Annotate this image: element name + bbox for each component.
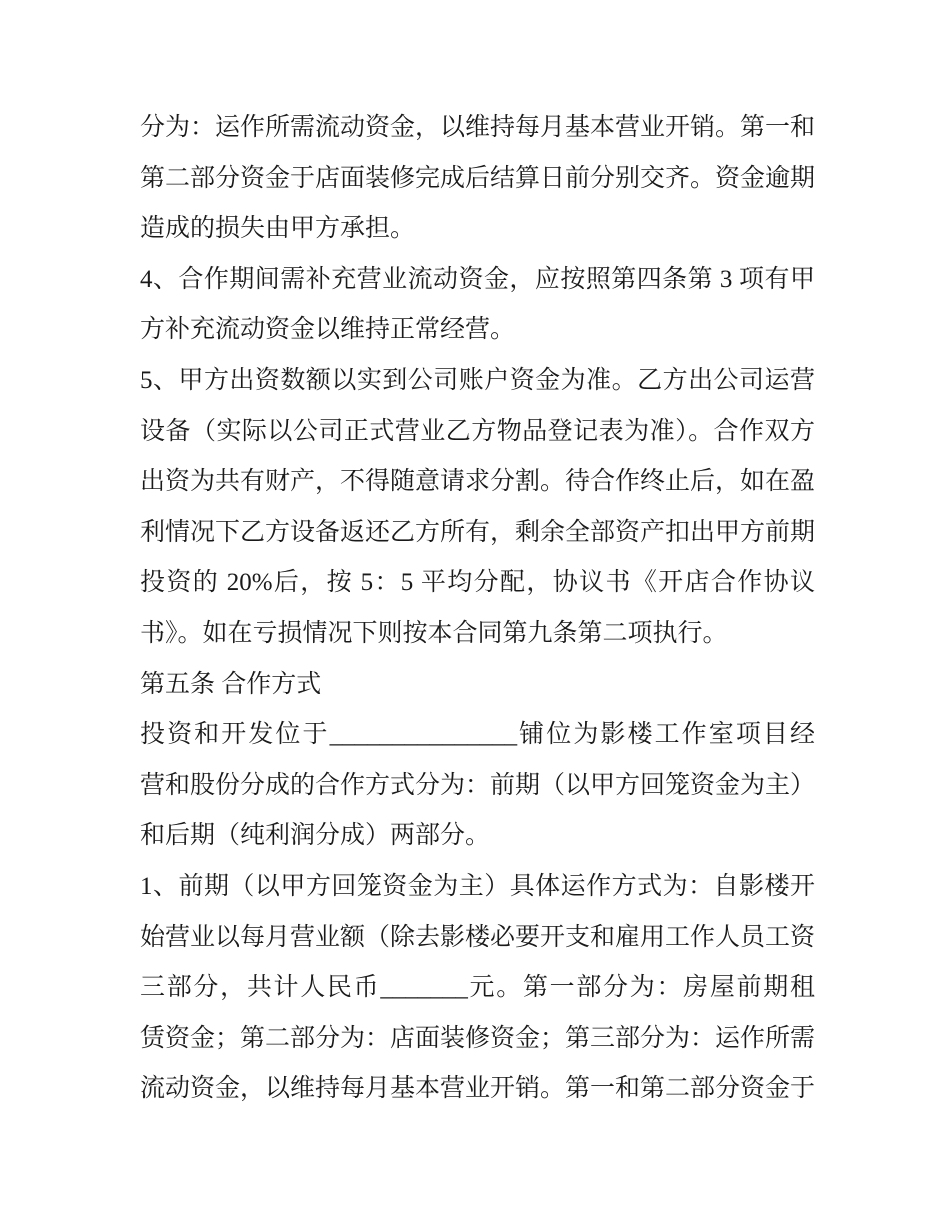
text-line-clause-1: 1、前期（以甲方回笼资金为主）具体运作方式为：自影楼开 xyxy=(140,872,815,900)
contract-text-block xyxy=(140,103,815,1115)
text-line: 出资为共有财产，不得随意请求分割。待合作终止后，如在盈 xyxy=(140,468,816,496)
text-line-with-blank: 三部分，共计人民币_______元。第一部分为：房屋前期租 xyxy=(140,974,815,1002)
text-line-clause-4: 4、合作期间需补充营业流动资金，应按照第四条第 3 项有甲 xyxy=(140,265,815,293)
text-line: 设备（实际以公司正式营业乙方物品登记表为准）。合作双方 xyxy=(140,417,815,445)
text-line: 流动资金，以维持每月基本营业开销。第一和第二部分资金于 xyxy=(140,1075,816,1103)
text-line: 分为：运作所需流动资金，以维持每月基本营业开销。第一和 xyxy=(140,114,816,141)
text-line: 造成的损失由甲方承担。 xyxy=(140,215,416,243)
text-line: 始营业以每月营业额（除去影楼必要开支和雇用工作人员工资 xyxy=(140,923,816,951)
text-line: 第二部分资金于店面装修完成后结算日前分别交齐。资金逾期 xyxy=(140,164,816,192)
text-line: 营和股份分成的合作方式分为：前期（以甲方回笼资金为主） xyxy=(140,771,816,799)
text-line: 利情况下乙方设备返还乙方所有，剩余全部资产扣出甲方前期 xyxy=(140,518,816,546)
text-line: 方补充流动资金以维持正常经营。 xyxy=(140,316,516,344)
text-line-clause-5: 5、甲方出资数额以实到公司账户资金为准。乙方出公司运营 xyxy=(140,366,815,394)
text-line-with-blank: 投资和开发位于_______________铺位为影楼工作室项目经 xyxy=(140,721,815,749)
text-line: 和后期（纯利润分成）两部分。 xyxy=(140,822,491,850)
text-line: 投资的 20%后，按 5：5 平均分配，协议书《开店合作协议 xyxy=(140,569,815,597)
text-line: 赁资金；第二部分为：店面装修资金；第三部分为：运作所需 xyxy=(140,1024,816,1052)
text-line: 书》。如在亏损情况下则按本合同第九条第二项执行。 xyxy=(140,619,728,647)
section-heading-article-5: 第五条 合作方式 xyxy=(140,670,322,698)
